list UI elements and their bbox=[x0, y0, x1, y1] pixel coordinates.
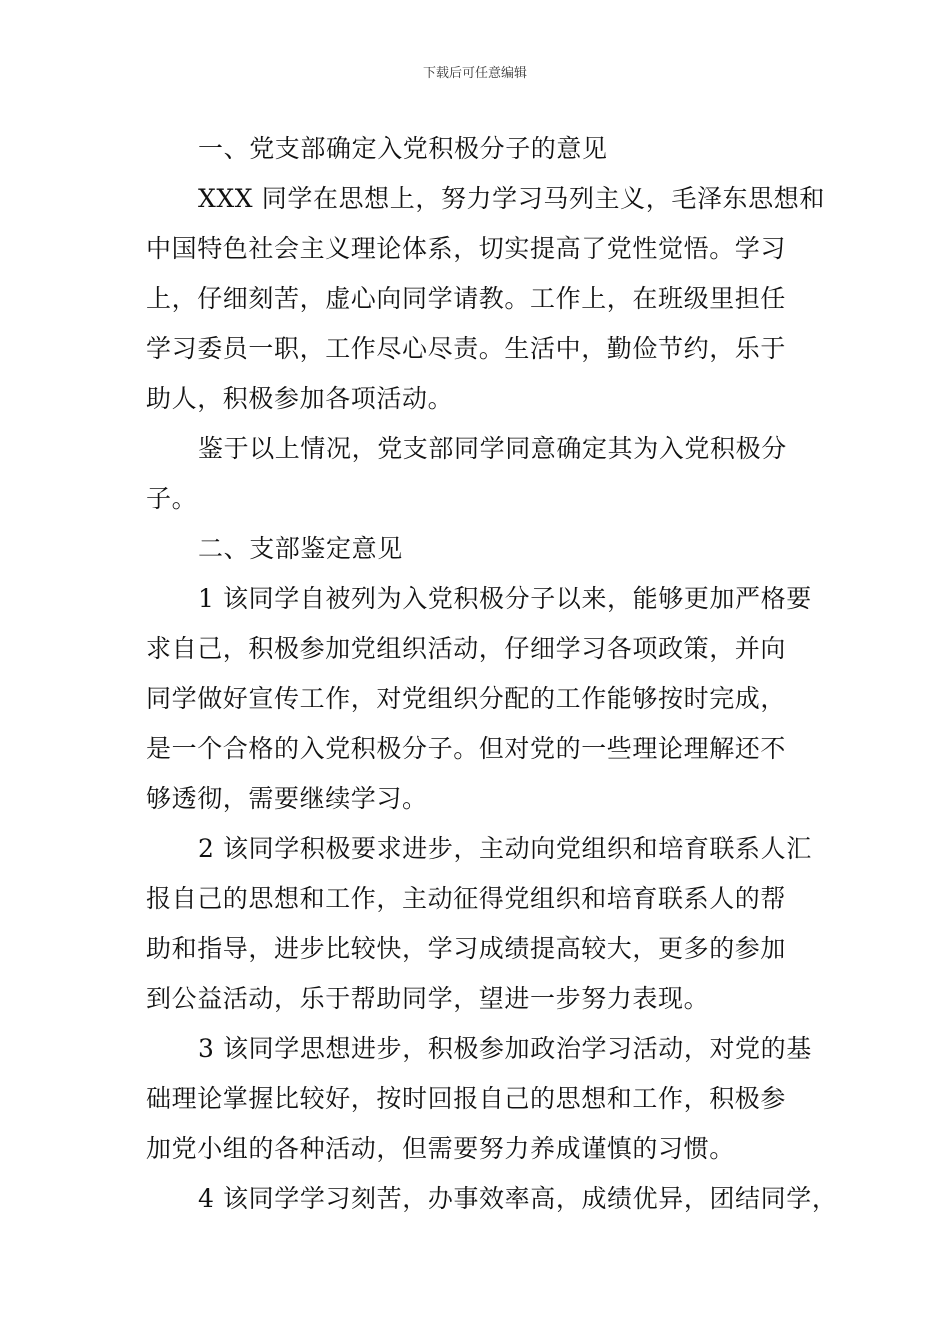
text-line: 础理论掌握比较好，按时回报自己的思想和工作，积极参 bbox=[146, 1084, 787, 1113]
text-line: 到公益活动，乐于帮助同学，望进一步努力表现。 bbox=[146, 984, 710, 1013]
text-line: 二、支部鉴定意见 bbox=[198, 534, 403, 563]
text-line: 2 该同学积极要求进步，主动向党组织和培育联系人汇 bbox=[198, 834, 812, 863]
text-line: 4 该同学学习刻苦，办事效率高，成绩优异，团结同学， bbox=[198, 1184, 838, 1213]
text-line: 同学做好宣传工作，对党组织分配的工作能够按时完成， bbox=[146, 684, 787, 713]
text-line: 助和指导，进步比较快，学习成绩提高较大，更多的参加 bbox=[146, 934, 787, 963]
text-line: 一、党支部确定入党积极分子的意见 bbox=[198, 134, 608, 163]
text-line: 求自己，积极参加党组织活动，仔细学习各项政策，并向 bbox=[146, 634, 787, 663]
document-body bbox=[146, 124, 838, 1224]
text-line: 子。 bbox=[146, 484, 198, 513]
text-line: 中国特色社会主义理论体系，切实提高了党性觉悟。学习 bbox=[146, 234, 787, 263]
text-line: 学习委员一职，工作尽心尽责。生活中，勤俭节约，乐于 bbox=[146, 334, 787, 363]
text-line: 1 该同学自被列为入党积极分子以来，能够更加严格要 bbox=[198, 584, 812, 613]
page-header-note: 下载后可任意编辑 bbox=[422, 66, 527, 81]
text-line: XXX 同学在思想上，努力学习马列主义，毛泽东思想和 bbox=[198, 184, 825, 213]
text-line: 助人，积极参加各项活动。 bbox=[146, 384, 454, 413]
text-line: 3 该同学思想进步，积极参加政治学习活动，对党的基 bbox=[198, 1034, 812, 1063]
text-line: 加党小组的各种活动，但需要努力养成谨慎的习惯。 bbox=[146, 1134, 735, 1163]
text-line: 上，仔细刻苦，虚心向同学请教。工作上，在班级里担任 bbox=[146, 284, 787, 313]
text-line: 够透彻，需要继续学习。 bbox=[146, 784, 428, 813]
text-line: 鉴于以上情况，党支部同学同意确定其为入党积极分 bbox=[198, 434, 787, 463]
text-line: 是一个合格的入党积极分子。但对党的一些理论理解还不 bbox=[146, 734, 787, 763]
text-line: 报自己的思想和工作，主动征得党组织和培育联系人的帮 bbox=[146, 884, 787, 913]
